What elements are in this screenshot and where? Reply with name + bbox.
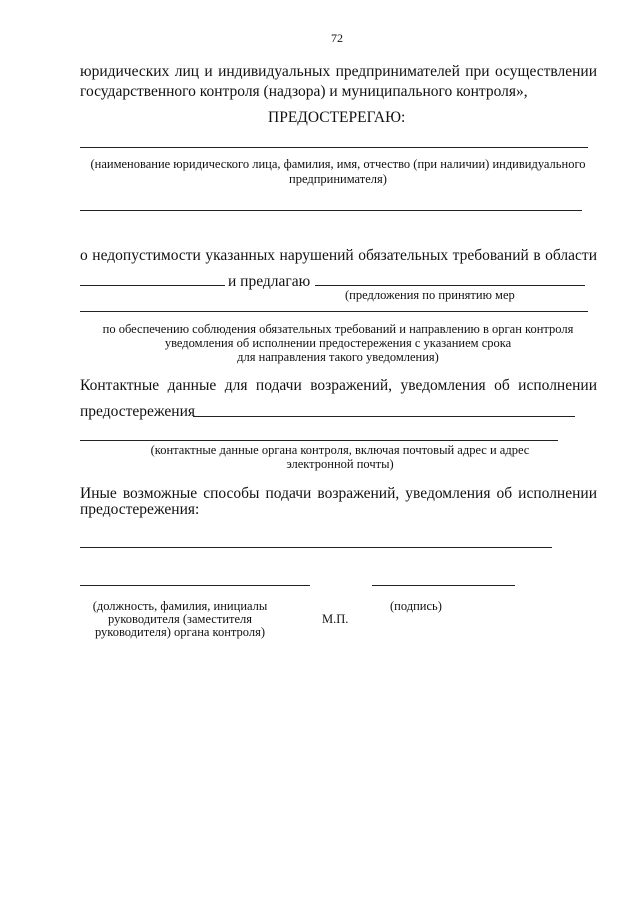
signature-blank xyxy=(372,585,515,586)
other-ways-line-2: предостережения: xyxy=(80,501,200,518)
caption-measures-line-2: уведомления об исполнении предостережения с указанием срока xyxy=(164,336,512,350)
contacts-line-2: предостережения xyxy=(80,403,196,420)
measures-blank xyxy=(80,311,588,312)
contacts-blank xyxy=(193,416,575,417)
caption-measures-line-1: по обеспечению соблюдения обязательных требований и направлению в орган контроля xyxy=(102,322,574,336)
caption-contacts-line-2: электронной почты) xyxy=(286,457,394,471)
other-ways-line-1: Иные возможные способы подачи возражений, уведомления об исполнении xyxy=(80,485,597,502)
caption-measures-line-3: для направления такого уведомления) xyxy=(237,350,439,364)
intro-line-1: юридических лиц и индивидуальных предпринимателей при осуществлении xyxy=(80,63,597,80)
proposals-blank xyxy=(315,285,585,286)
sign-position-line-3: руководителя) органа контроля) xyxy=(94,625,266,639)
caption-proposals: (предложения по принятию мер xyxy=(345,288,515,302)
intro-line-2: государственного контроля (надзора) и муниципального контроля», xyxy=(80,83,528,100)
caption-entity-line-2: предпринимателя) xyxy=(289,172,387,186)
entity-name-blank-2 xyxy=(80,210,582,211)
contacts-blank-2 xyxy=(80,440,558,441)
caption-entity-line-1: (наименование юридического лица, фамилия, имя, отчество (при наличии) индивидуального xyxy=(90,157,586,171)
stamp-label: М.П. xyxy=(322,612,349,626)
heading-warn: ПРЕДОСТЕРЕГАЮ: xyxy=(268,109,406,126)
caption-contacts-line-1: (контактные данные органа контроля, включая почтовый адрес и адрес xyxy=(150,443,530,457)
position-blank xyxy=(80,585,310,586)
contacts-line-1: Контактные данные для подачи возражений, уведомления об исполнении xyxy=(80,377,597,394)
prohibition-line: о недопустимости указанных нарушений обязательных требований в области xyxy=(80,247,597,264)
other-ways-blank xyxy=(80,547,552,548)
sign-position-line-1: (должность, фамилия, инициалы xyxy=(92,599,268,613)
page-number: 72 xyxy=(331,31,343,45)
signature-label: (подпись) xyxy=(390,599,442,613)
area-blank xyxy=(80,285,225,286)
propose-text: и предлагаю xyxy=(228,273,311,290)
entity-name-blank xyxy=(80,147,588,148)
sign-position-line-2: руководителя (заместителя xyxy=(107,612,253,626)
